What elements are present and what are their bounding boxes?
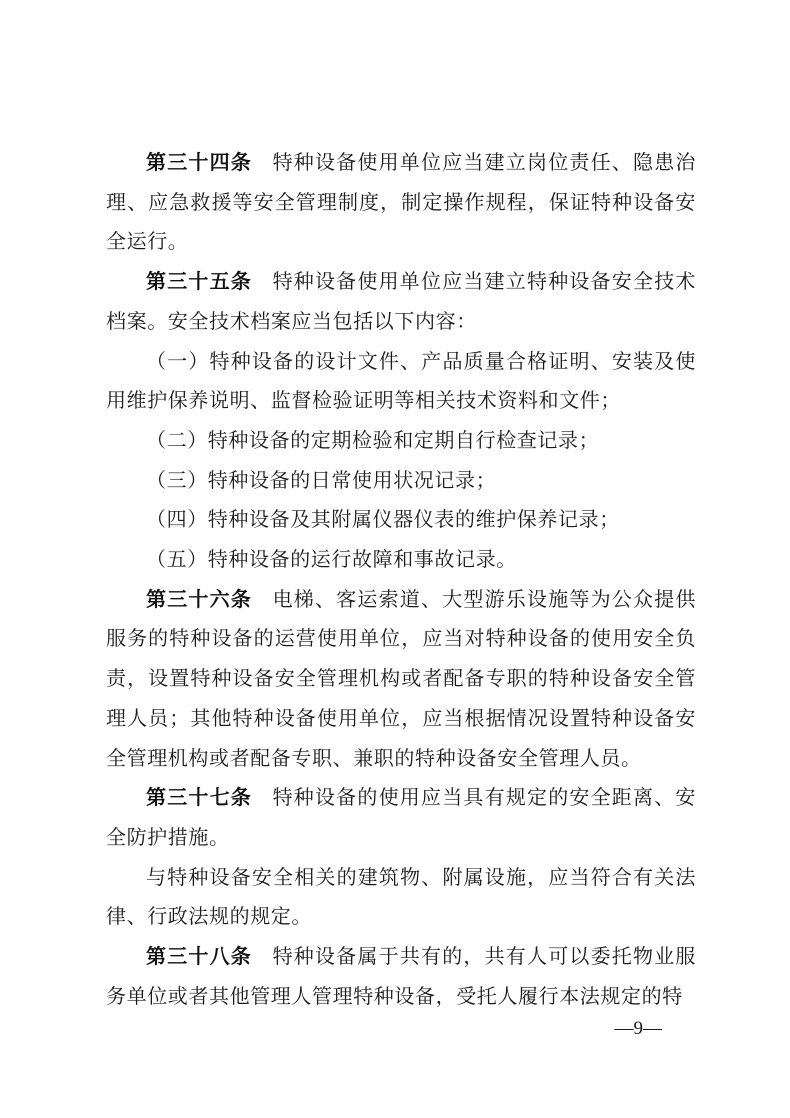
paragraph-text: （四）特种设备及其附属仪器仪表的维护保养记录； [146,507,620,532]
article-heading: 第三十四条 [146,150,252,174]
paragraph-text: 特种设备的使用应当具有规定的安全距离、安全防护措施。 [106,785,696,849]
paragraph-text: （五）特种设备的运行故障和事故记录。 [146,547,517,572]
paragraph-text: （二）特种设备的定期检验和定期自行检查记录； [146,427,600,452]
document-body [106,143,696,1016]
paragraph-article-34 [106,143,696,262]
list-item-2 [106,421,696,461]
paragraph-article-36 [106,580,696,779]
list-item-5 [106,540,696,580]
list-item-4 [106,500,696,540]
paragraph-article-35 [106,262,696,341]
paragraph-text: 与特种设备安全相关的建筑物、附属设施，应当符合有关法律、行政法规的规定。 [106,864,696,929]
paragraph-article-37-clause-2 [106,858,696,937]
paragraph-article-37 [106,778,696,857]
paragraph-text: 电梯、客运索道、大型游乐设施等为公众提供服务的特种设备的运营使用单位，应当对特种设备的使用安全负责，设置特种设备安全管理机构或者配备专职的特种设备安全管理人员；其他特种设备使用单位，应当根据情况设置特种设备安全管理机构或者配备专职、兼职的特种设备安全管理人员。 [106,586,696,770]
paragraph-text: 特种设备使用单位应当建立岗位责任、隐患治理、应急救援等安全管理制度，制定操作规程，保证特种设备安全运行。 [106,150,696,254]
paragraph-text: （一）特种设备的设计文件、产品质量合格证明、安装及使用维护保养说明、监督检验证明等相关技术资料和文件； [106,348,696,413]
page-number: —9— [614,1018,662,1039]
paragraph-text: （三）特种设备的日常使用状况记录； [146,467,497,492]
article-heading: 第三十八条 [146,944,252,969]
paragraph-text: 特种设备使用单位应当建立特种设备安全技术档案。安全技术档案应当包括以下内容： [106,269,696,333]
list-item-3 [106,461,696,501]
paragraph-text: 特种设备属于共有的，共有人可以委托物业服务单位或者其他管理人管理特种设备，受托人履行本法规定的特 [106,944,696,1008]
paragraph-article-38 [106,937,696,1016]
article-heading: 第三十七条 [146,785,252,810]
list-item-1 [106,342,696,421]
article-heading: 第三十六条 [146,586,252,611]
article-heading: 第三十五条 [146,269,252,294]
